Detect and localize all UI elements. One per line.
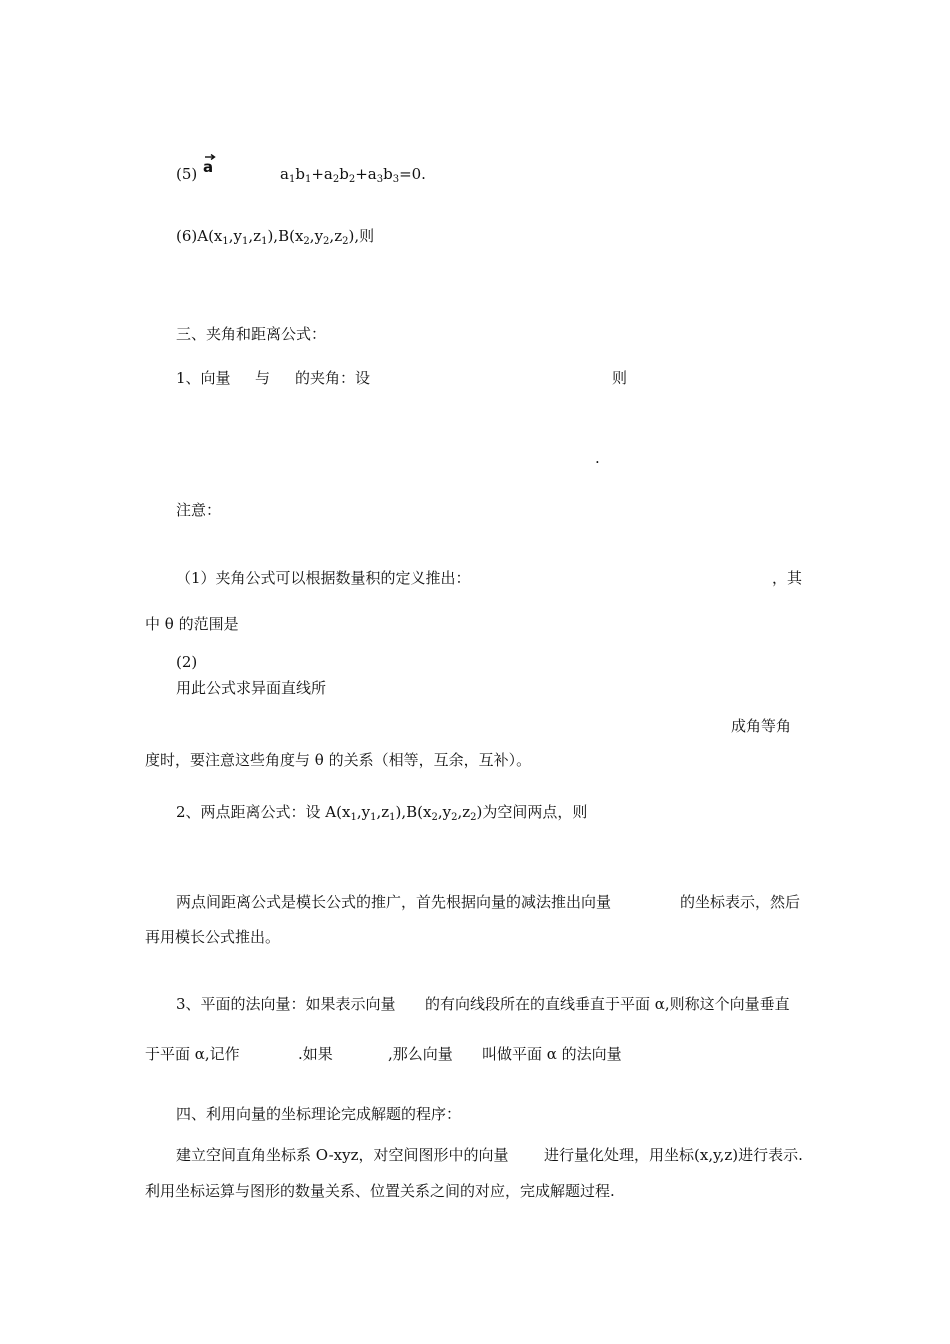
note-2-continued: 度时，要注意这些角度与 θ 的关系（相等，互余，互补）。 bbox=[145, 751, 532, 769]
item-1-and: 与 bbox=[255, 369, 271, 387]
section-4-title: 四、利用向量的坐标理论完成解题的程序： bbox=[176, 1105, 462, 1123]
item-3-denote: 于平面 α,记作 bbox=[145, 1045, 240, 1063]
item-5-label: (5) bbox=[176, 165, 198, 183]
note-label: 注意： bbox=[176, 501, 222, 519]
paragraph-4-tail: 进行量化处理，用坐标(x,y,z)进行表示. bbox=[544, 1146, 803, 1164]
note-1-range: 中 θ 的范围是 bbox=[145, 615, 239, 633]
note-2-text: 用此公式求异面直线所 bbox=[176, 679, 327, 697]
period-mark: . bbox=[595, 449, 600, 467]
item-3-normal-vector: 叫做平面 α 的法向量 bbox=[482, 1045, 622, 1063]
perpendicular-formula: $a_1b_1+a_2b_2+a_3b_3=0$. bbox=[280, 165, 426, 185]
paragraph-2-tail: 的坐标表示，然后 bbox=[680, 893, 801, 911]
note-2-tail: 成角等角 bbox=[731, 717, 792, 735]
note-1-text: （1）夹角公式可以根据数量积的定义推出： bbox=[176, 569, 471, 587]
paragraph-2-continued: 再用模长公式推出。 bbox=[145, 928, 281, 946]
item-1-vector: 1、向量 bbox=[176, 369, 231, 387]
item-3-tail: 的有向线段所在的直线垂直于平面 α,则称这个向量垂直 bbox=[425, 995, 790, 1013]
paragraph-2-text: 两点间距离公式是模长公式的推广，首先根据向量的减法推出向量 bbox=[176, 893, 612, 911]
item-3-text: 3、平面的法向量：如果表示向量 bbox=[176, 995, 396, 1013]
item-3-if: .如果 bbox=[298, 1045, 333, 1063]
section-3-title: 三、夹角和距离公式： bbox=[176, 325, 327, 343]
item-1-angle: 的夹角：设 bbox=[295, 369, 371, 387]
item-3-then-vector: ,那么向量 bbox=[388, 1045, 453, 1063]
paragraph-4-continued: 利用坐标运算与图形的数量关系、位置关系之间的对应，完成解题过程. bbox=[145, 1182, 615, 1200]
item-2-distance: 2、两点距离公式：设 $A(x_1,y_1,z_1),B(x_2,y_2,z_2)$为空间两点，则 bbox=[176, 803, 588, 823]
paragraph-4-text: 建立空间直角坐标系 O-xyz，对空间图形中的向量 bbox=[176, 1146, 509, 1164]
item-1-then: 则 bbox=[612, 369, 628, 387]
vector-a-symbol: a bbox=[203, 154, 217, 176]
note-1-tail: ，其 bbox=[772, 569, 803, 587]
item-6-points: $(6)A(x_1,y_1,z_1),B(x_2,y_2,z_2)$,则 bbox=[176, 227, 375, 247]
note-2-label: (2) bbox=[176, 653, 198, 671]
